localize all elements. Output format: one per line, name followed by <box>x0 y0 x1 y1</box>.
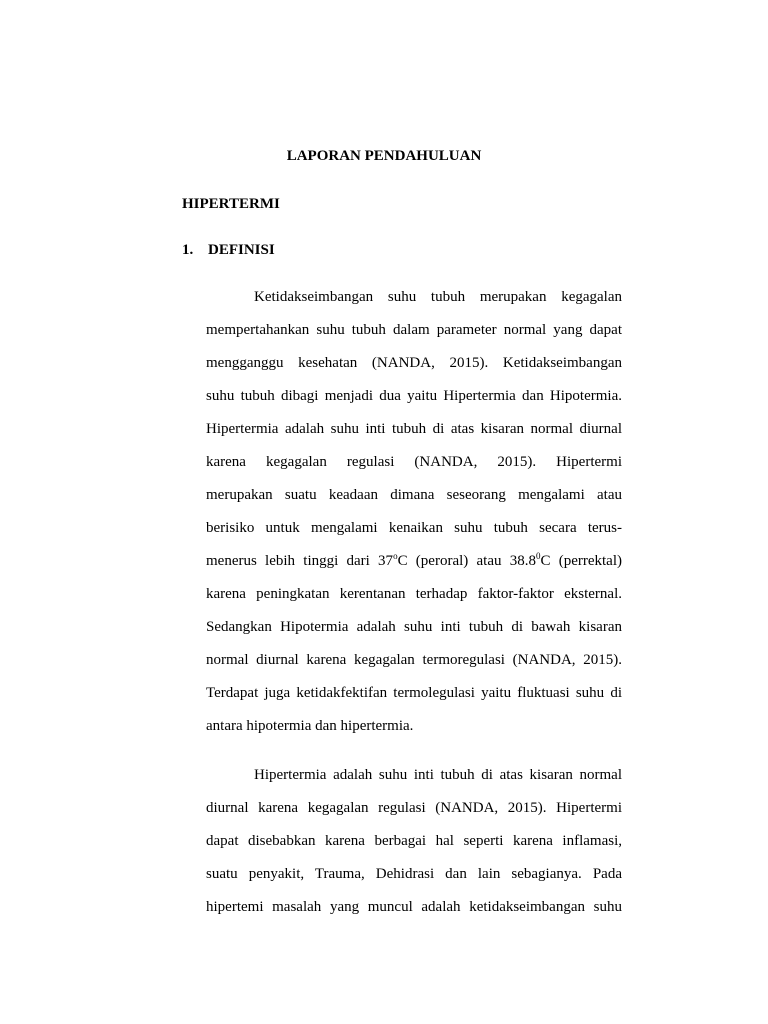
paragraph-line: mengganggu kesehatan (NANDA, 2015). Ketidakseimbangan <box>206 355 622 371</box>
paragraph-line: dapat disebabkan karena berbagai hal seperti karena inflamasi, <box>206 833 622 849</box>
paragraph-line: Terdapat juga ketidakfektifan termolegulasi yaitu fluktuasi suhu di <box>206 685 622 701</box>
paragraph-line: normal diurnal karena kegagalan termoregulasi (NANDA, 2015). <box>206 652 622 668</box>
paragraph-line: mempertahankan suhu tubuh dalam parameter normal yang dapat <box>206 322 622 338</box>
paragraph-line: Hipertermia adalah suhu inti tubuh di atas kisaran normal diurnal <box>206 421 622 437</box>
paragraph-line: Hipertermia adalah suhu inti tubuh di atas kisaran normal <box>254 767 622 783</box>
paragraph-line: diurnal karena kegagalan regulasi (NANDA, 2015). Hipertermi <box>206 800 622 816</box>
section-heading <box>182 242 275 259</box>
paragraph-definition <box>206 289 622 751</box>
paragraph-line: berisiko untuk mengalami kenaikan suhu tubuh secara terus- <box>206 520 622 536</box>
chapter-heading: HIPERTERMI <box>182 196 280 212</box>
section-number: 1. <box>182 242 194 258</box>
document-title: LAPORAN PENDAHULUAN <box>286 148 482 164</box>
paragraph-hypertermia <box>206 767 622 932</box>
degree-superscript: o <box>393 551 398 561</box>
paragraph-line: suatu penyakit, Trauma, Dehidrasi dan lain sebagianya. Pada <box>206 866 622 882</box>
degree-superscript: 0 <box>535 551 541 561</box>
temperature-text-part: C (peroral) atau 38.8 <box>397 553 536 569</box>
paragraph-line: karena peningkatan kerentanan terhadap faktor-faktor eksternal. <box>206 586 622 602</box>
paragraph-line-temperature <box>206 553 622 586</box>
paragraph-line: hipertemi masalah yang muncul adalah ketidakseimbangan suhu <box>206 899 622 915</box>
paragraph-line: merupakan suatu keadaan dimana seseorang mengalami atau <box>206 487 622 503</box>
paragraph-line: karena kegagalan regulasi (NANDA, 2015). Hipertermi <box>206 454 622 470</box>
temperature-text-part: menerus lebih tinggi dari 37 <box>206 553 394 569</box>
paragraph-line: Ketidakseimbangan suhu tubuh merupakan kegagalan <box>254 289 622 305</box>
section-title: DEFINISI <box>208 242 275 258</box>
paragraph-line: antara hipotermia dan hipertermia. <box>206 718 414 734</box>
paragraph-line: suhu tubuh dibagi menjadi dua yaitu Hipertermia dan Hipotermia. <box>206 388 622 404</box>
temperature-text-part: C (perrektal) <box>540 553 622 569</box>
paragraph-line: Sedangkan Hipotermia adalah suhu inti tubuh di bawah kisaran <box>206 619 622 635</box>
